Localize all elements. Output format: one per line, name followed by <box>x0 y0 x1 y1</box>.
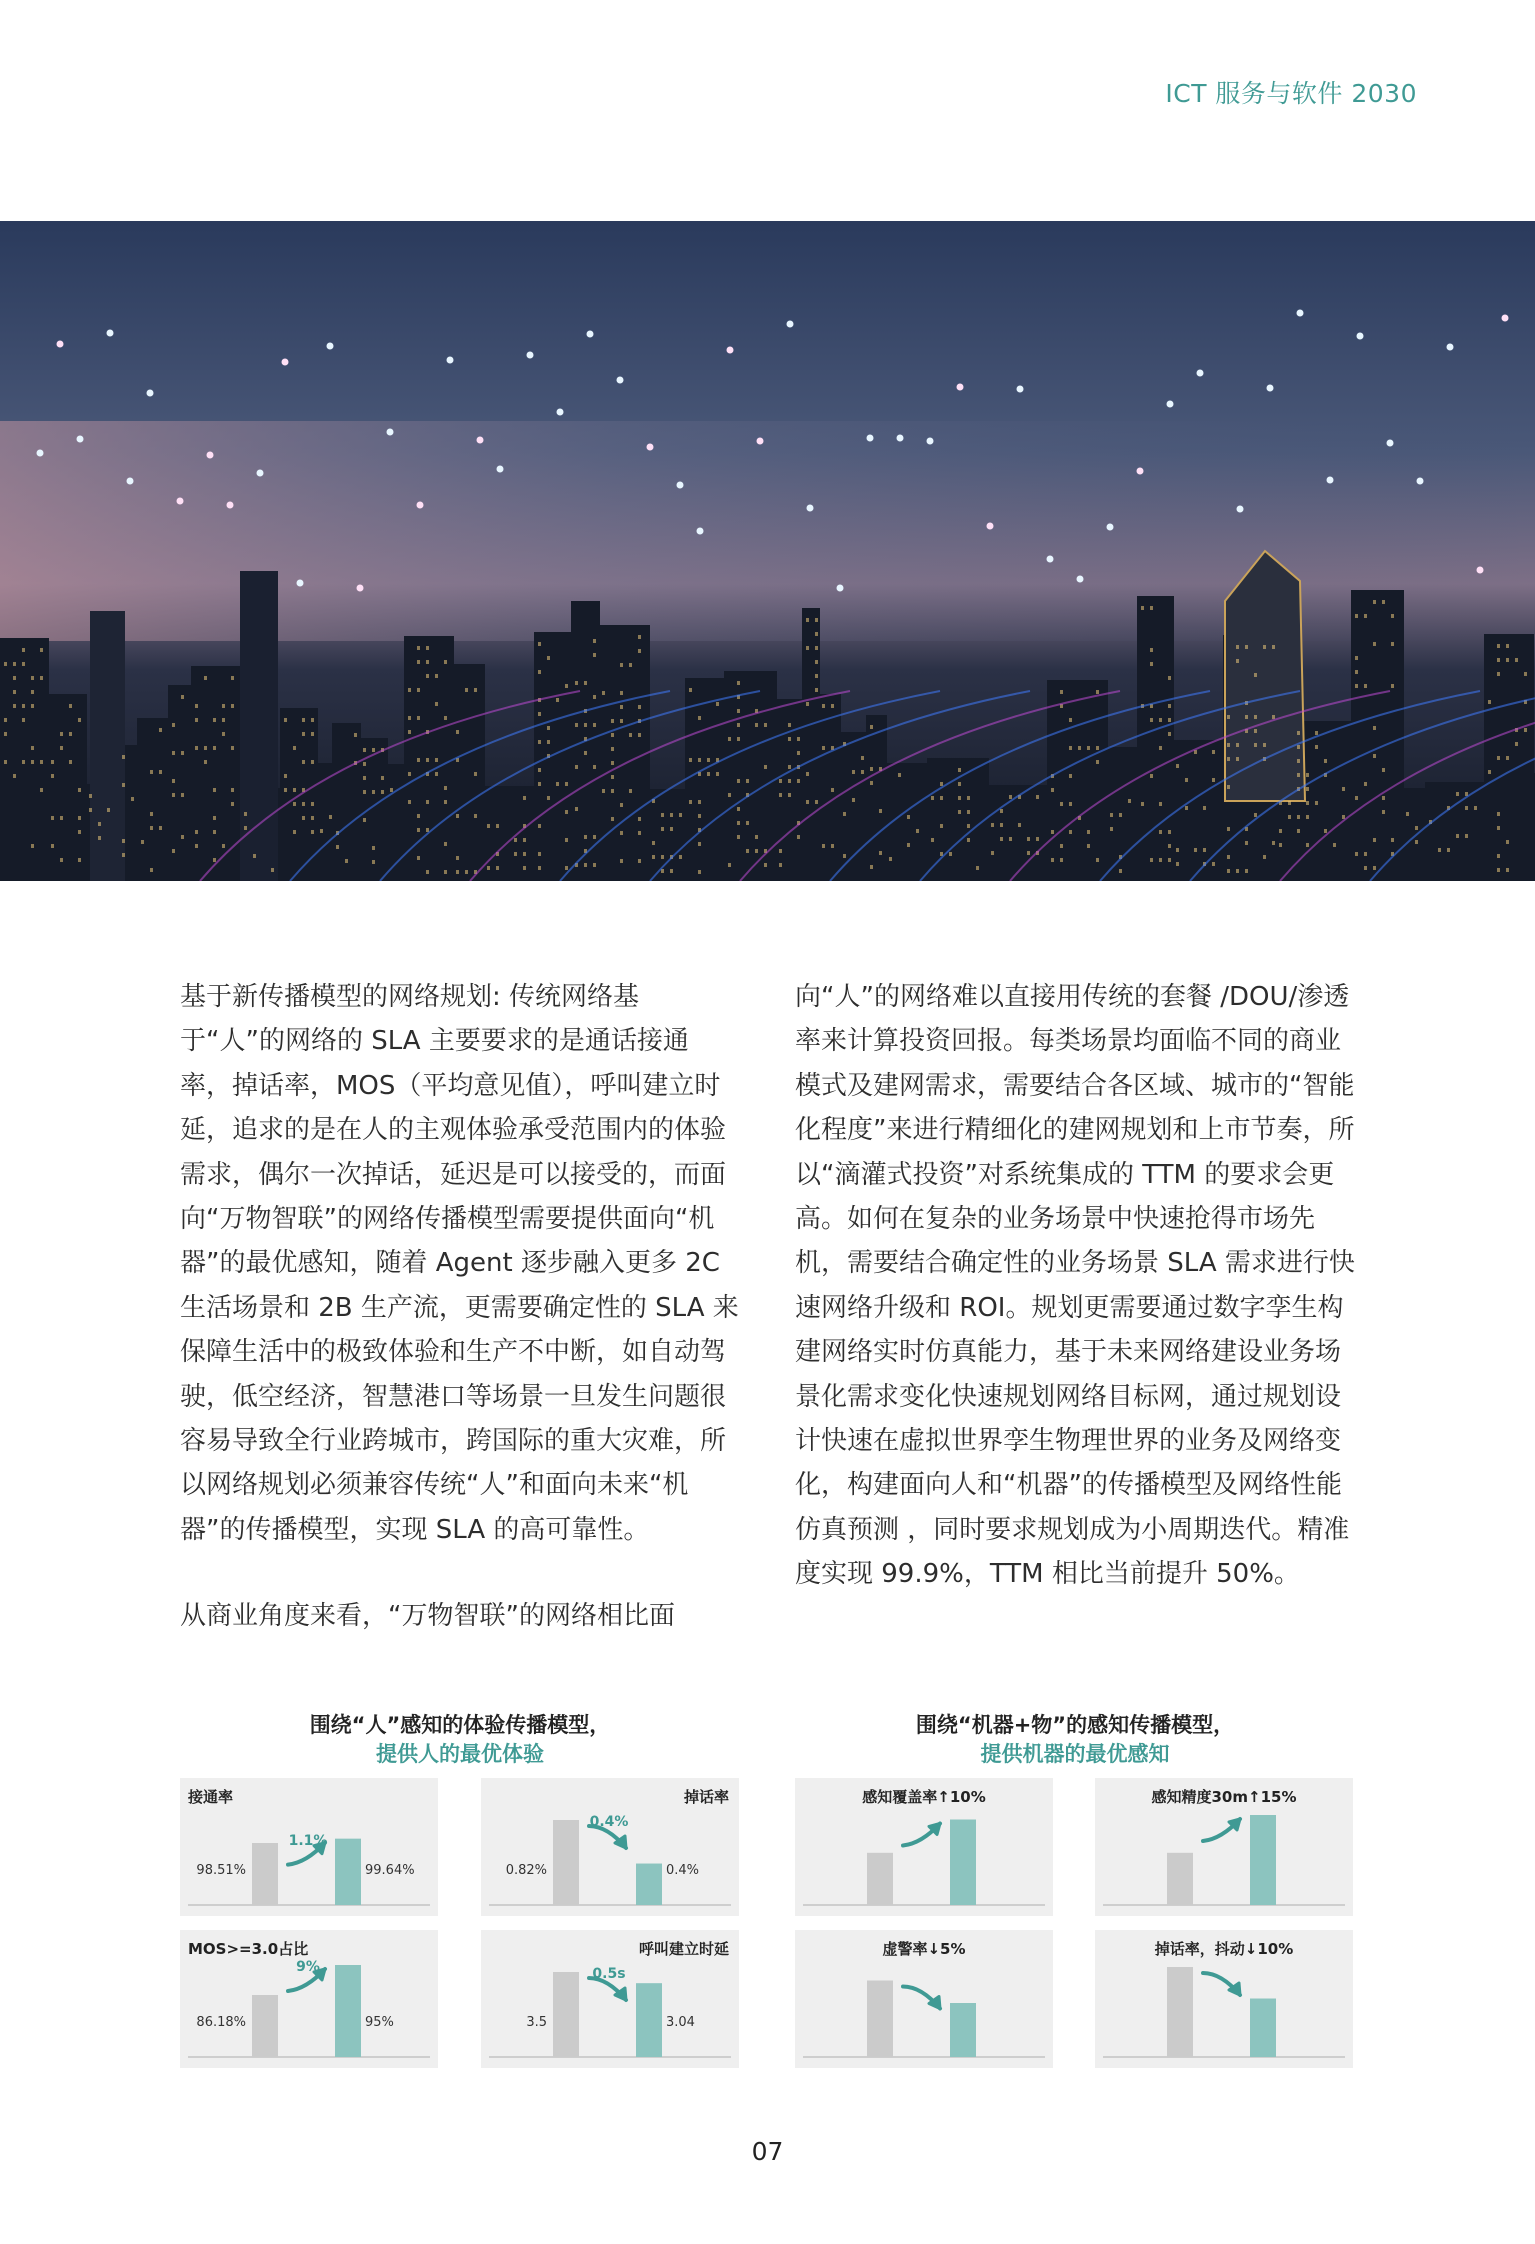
value-label-before: 98.51% <box>196 1863 246 1878</box>
delta-label: 0.4% <box>589 1814 629 1830</box>
bar-chart-card <box>481 1778 739 1916</box>
bar-chart-card <box>1095 1930 1353 2068</box>
value-label-after: 3.04 <box>666 2015 695 2030</box>
value-label-before: 0.82% <box>505 1863 547 1878</box>
value-label-before: 3.5 <box>526 2015 547 2030</box>
value-label-after: 0.4% <box>666 1863 700 1878</box>
bar-after <box>1250 1815 1276 1905</box>
left-text-column <box>180 975 740 1681</box>
bar-after <box>1250 1999 1276 2058</box>
bar-chart-svg <box>795 1778 1053 1916</box>
bar-chart-svg <box>1095 1930 1353 2068</box>
bar-chart-svg <box>481 1778 739 1916</box>
bar-before <box>553 1972 579 2057</box>
bar-before <box>553 1820 579 1905</box>
bar-chart-svg <box>481 1930 739 2068</box>
paragraph: 向“人”的网络难以直接用传统的套餐 /DOU/渗透率来计算投资回报。每类场景均面临不同的商业模式及建网需求，需要结合各区域、城市的“智能化程度”来进行精细化的建网规划和上市节奏，所以“滴灌式投资”对系统集成的 TTM 的要求会更高。如何在复杂的业务场景中快速抢得市场先机，需要结合确定性的业务场景 SLA 需求进行快速网络升级和 ROI。规划更需要通过数字孪生构建网络实时仿真能力，基于未来网络建设业务场景化需求变化快速规划网络目标网，通过规划设计快速在虚拟世界孪生物理世界的业务及网络变化，构建面向人和“机器”的传播模型及网络性能仿真预测 ，同时要求规划成为小周期迭代。精准度实现 99.9%，TTM 相比当前提升 50%。 <box>795 982 1355 1590</box>
bar-chart-card <box>180 1778 438 1916</box>
chart-title: 掉话率 <box>683 1788 729 1806</box>
paragraph: 从商业角度来看，“万物智联”的网络相比面 <box>180 1601 675 1632</box>
panel-title-line1: 围绕“机器+物”的感知传播模型， <box>915 1713 1235 1737</box>
bar-chart-card <box>1095 1778 1353 1916</box>
value-label-after: 99.64% <box>365 1863 415 1878</box>
value-label-after: 95% <box>365 2015 394 2030</box>
chart-title: MOS>=3.0占比 <box>188 1940 309 1958</box>
bar-before <box>252 1995 278 2057</box>
right-text-column <box>795 975 1355 1639</box>
bar-before <box>1167 1853 1193 1905</box>
chart-title: 虚警率↓5% <box>882 1940 966 1958</box>
chart-title: 感知精度30m↑15% <box>1151 1788 1297 1806</box>
page-number: 07 <box>751 2137 784 2166</box>
panel-title-line1: 围绕“人”感知的体验传播模型， <box>309 1713 611 1737</box>
bar-after <box>950 2003 976 2057</box>
delta-label: 1.1% <box>288 1832 328 1849</box>
paragraph: 基于新传播模型的网络规划: 传统网络基于“人”的网络的 SLA 主要要求的是通话接通率，掉话率，MOS（平均意见值），呼叫建立时延，追求的是在人的主观体验承受范围内的体验需求，偶尔一次掉话，延迟是可以接受的，而面向“万物智联”的网络传播模型需要提供面向“机器”的最优感知，随着 Agent 逐步融入更多 2C 生活场景和 2B 生产流，更需要确定性的 SLA 来保障生活中的极致体验和生产不中断，如自动驾驶，低空经济，智慧港口等场景一旦发生问题很容易导致全行业跨城市，跨国际的重大灾难，所以网络规划必须兼容传统“人”和面向未来“机器”的传播模型，实现 SLA 的高可靠性。 <box>180 982 739 1545</box>
chart-title: 感知覆盖率↑10% <box>862 1788 986 1806</box>
bar-before <box>252 1843 278 1905</box>
chart-title: 接通率 <box>188 1788 234 1806</box>
bar-after <box>636 1864 662 1905</box>
panel-title-line2: 提供机器的最优感知 <box>980 1742 1170 1766</box>
bar-chart-card <box>481 1930 739 2068</box>
bar-before <box>867 1853 893 1905</box>
bar-chart-card <box>795 1930 1053 2068</box>
bar-before <box>867 1981 893 2058</box>
bar-after <box>335 1965 361 2057</box>
bar-after <box>950 1820 976 1906</box>
bar-chart-card <box>180 1930 438 2068</box>
delta-label: 0.5s <box>592 1966 626 1982</box>
bar-chart-svg <box>795 1930 1053 2068</box>
panel-title-line2: 提供人的最优体验 <box>376 1742 544 1766</box>
panel-title-machine <box>795 1711 1355 1769</box>
bar-chart-svg <box>1095 1778 1353 1916</box>
report-title: ICT 服务与软件 2030 <box>1165 79 1417 108</box>
chart-title: 掉话率，抖动↓10% <box>1154 1940 1294 1958</box>
bar-chart-svg <box>180 1930 438 2068</box>
bar-chart-card <box>795 1778 1053 1916</box>
bar-after <box>636 1983 662 2057</box>
chart-title: 呼叫建立时延 <box>638 1940 729 1958</box>
panel-title-human <box>180 1711 740 1769</box>
delta-label: 9% <box>296 1959 320 1975</box>
city-night-skyline-image <box>0 221 1535 881</box>
value-label-before: 86.18% <box>196 2015 246 2030</box>
bar-after <box>335 1839 361 1905</box>
bar-before <box>1167 1967 1193 2057</box>
